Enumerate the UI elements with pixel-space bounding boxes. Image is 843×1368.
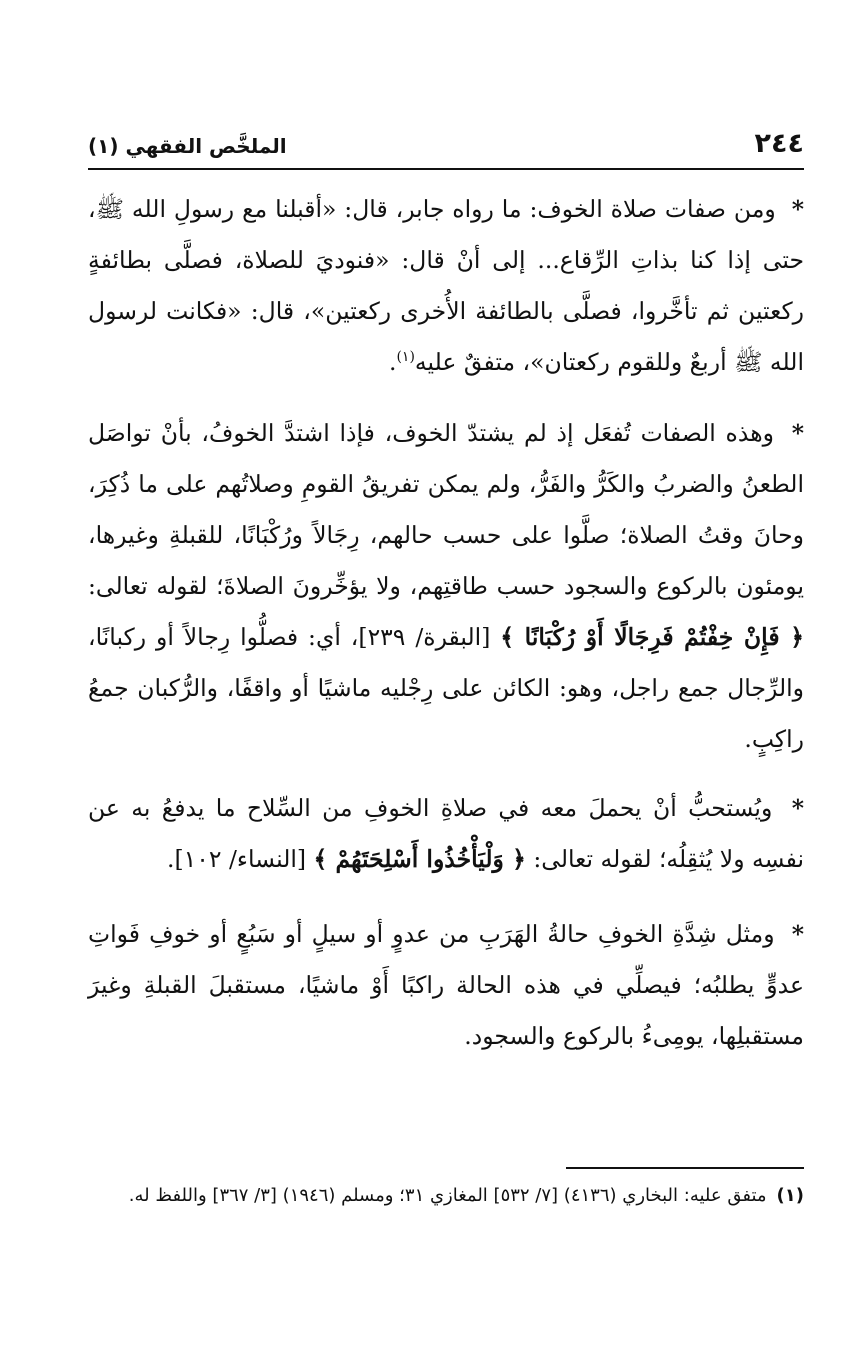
paragraph-2 — [88, 408, 804, 765]
footnote-rule — [566, 1167, 804, 1169]
paragraph-3-text-b: [النساء/ ١٠٢]. — [167, 845, 307, 873]
page-header — [88, 124, 804, 168]
paragraph-bullet: * — [791, 920, 804, 948]
footnote-reference[interactable]: (١) — [396, 349, 415, 366]
paragraph-bullet: * — [791, 195, 804, 223]
header-rule — [88, 168, 804, 170]
footnote-text: متفق عليه: البخاري (٤١٣٦) [٧/ ٥٣٢] المغازي ٣١؛ ومسلم (١٩٤٦) [٣/ ٣٦٧] واللفظ له. — [128, 1185, 767, 1206]
page-number: ٢٤٤ — [754, 128, 804, 159]
paragraph-1-end: . — [388, 348, 397, 376]
paragraph-1 — [88, 184, 804, 388]
paragraph-1-text: ومن صفات صلاة الخوف: ما رواه جابر، قال: «أقبلنا مع رسولِ الله ﷺ، حتى إذا كنا بذاتِ الرِّقاع... إلى أنْ قال: «فنوديَ للصلاة، فصلَّى بطائفةٍ ركعتين ثم تأخَّروا، فصلَّى بالطائفة الأُخرى ركعتين»، قال: «فكانت لرسول الله ﷺ أربعٌ وللقوم ركعتان»، متفقٌ عليه — [88, 195, 804, 376]
paragraph-3 — [88, 783, 804, 885]
footnote-number: (١) — [776, 1185, 804, 1206]
paragraph-2-text-a: وهذه الصفات تُفعَل إذ لم يشتدّ الخوف، فإذا اشتدَّ الخوفُ، بأنْ تواصَل الطعنُ والضربُ والكَرُّ والفَرُّ، ولم يمكن تفريقُ القومِ وصلاتُهم على ما ذُكِرَ، وحانَ وقتُ الصلاة؛ صلَّوا على حسب حالهم، رِجَالاً ورُكْبَانًا، للقبلةِ وغيرها، يومئون بالركوع والسجود حسب طاقتِهم، ولا يؤخِّرونَ الصلاةَ؛ لقوله تعالى: — [88, 419, 804, 600]
quran-verse: ﴿ فَإِنْ خِفْتُمْ فَرِجَالًا أَوْ رُكْبَانًا ﴾ — [500, 623, 804, 651]
running-title: الملخَّص الفقهي (١) — [88, 134, 287, 158]
paragraph-bullet: * — [791, 794, 804, 822]
paragraph-bullet: * — [791, 419, 804, 447]
main-text — [88, 184, 804, 1062]
paragraph-4-text: ومثل شِدَّةِ الخوفِ حالةُ الهَرَبِ من عدوٍ أو سيلٍ أو سَبُعٍ أو خوفِ فَواتِ عدوٍّ يطلبُه؛ فيصلِّي في هذه الحالة راكبًا أَوْ ماشيًا، مستقبلَ القبلةِ وغيرَ مستقبلِها، يومِىءُ بالركوع والسجود. — [88, 920, 804, 1050]
quran-verse: ﴿ وَلْيَأْخُذُوا أَسْلِحَتَهُمْ ﴾ — [313, 845, 526, 873]
footnote — [88, 1178, 804, 1213]
paragraph-4 — [88, 909, 804, 1062]
paragraph-3-text-a: ويُستحبُّ أنْ يحملَ معه في صلاةِ الخوفِ من السِّلاح ما يدفعُ به عن نفسِه ولا يُثقِلُه؛ لقوله تعالى: — [88, 794, 804, 873]
paragraph-2-text-b: [البقرة/ ٢٣٩]، أي: فصلُّوا رِجالاً أو ركبانًا، والرِّجال جمع راجل، وهو: الكائن على رِجْليه ماشيًا أو واقفًا، والرُّكبان جمعُ راكِبٍ. — [88, 623, 804, 753]
